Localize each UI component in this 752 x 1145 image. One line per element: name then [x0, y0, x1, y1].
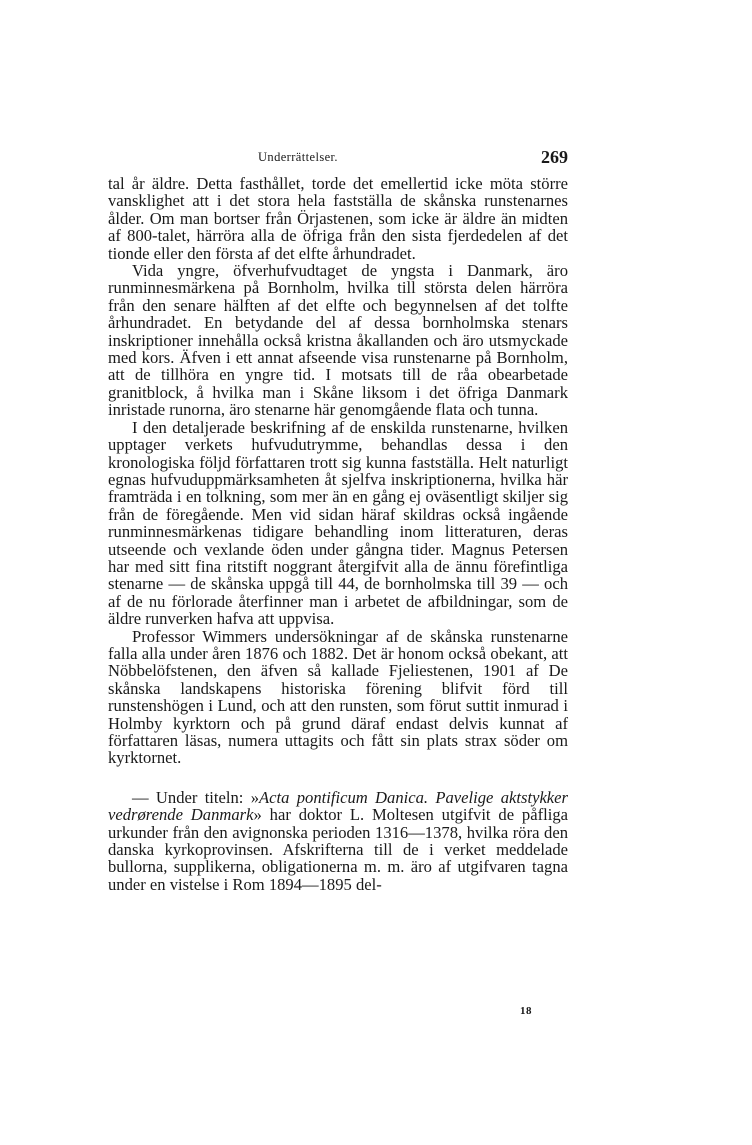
- paragraph-2: Vida yngre, öfverhufvudtaget de yngsta i Danmark, äro runminnesmärkena på Bornholm, hvilka till största delen härröra från den senare hälften af det elfte och begynnelsen af det tolfte århundradet. En betydande del af dessa bornholmska stenars inskriptioner innehålla också kristna åkallanden och äro utsmyckade med kors. Äfven i ett annat afseende visa runstenarne på Bornholm, att de tillhöra en yngre tid. I motsats till de råa obearbetade granitblock, å hvilka man i Skåne liksom i det öfriga Danmark inristade runorna, äro stenarne här genomgående flata och tunna.: [108, 261, 568, 420]
- notice-title: Acta pontificum Danica. Pavelige aktstykker vedrørende Danmark: [108, 787, 568, 825]
- body-text: [108, 175, 568, 893]
- paragraph-1: tal år äldre. Detta fasthållet, torde det emellertid icke möta större vansklighet att i det stora hela fastställa de skånska runstenarnes ålder. Om man bortser från Örjastenen, som icke är äldre än midten af 800-talet, härröra alla de öfriga från den sista fjerdedelen af det tionde eller den första af det elfte århundradet.: [108, 174, 568, 263]
- notice-paragraph: [108, 789, 568, 893]
- paragraph-4: Professor Wimmers undersökningar af de skånska runstenarne falla alla under åren 1876 och 1882. Det är honom också obekant, att Nöbbelöfstenen, den äfven så kallade Fjeliestenen, 1901 af De skånska landskapens historiska förening blifvit förd till runstenshögen i Lund, och att den runsten, som förut suttit inmurad i Holmby kyrktorn och på grund däraf endast delvis kunnat af författaren läsas, numera uttagits och fått sin plats strax söder om kyrktornet.: [108, 626, 568, 768]
- page-number: 269: [541, 147, 568, 167]
- running-head-title: Underrättelser.: [258, 150, 338, 164]
- running-head: [108, 147, 568, 167]
- signature-mark: 18: [520, 1005, 532, 1017]
- notice-lead: — Under titeln: »: [132, 787, 260, 807]
- paragraph-3: I den detaljerade beskrifning af de enskilda runstenarne, hvilken upptager verkets hufvudutrymme, behandlas dessa i den kronologiska följd författaren trott sig kunna fastställa. Helt naturligt egnas hufvuduppmärksamheten åt sjelfva inskriptionerna, hvilka här framträda i en tolkning, som mer än en gång ej oväsentligt skiljer sig från de föregående. Men vid sidan häraf skildras också ingående runminnesmärkenas tidigare behandling inom litteraturen, deras utseende och vexlande öden under gångna tider. Magnus Petersen har med sitt fina ritstift noggrant återgifvit alla de ännu förefintliga stenarne — de skånska uppgå till 44, de bornholmska till 39 — och af de nu förlorade återfinner man i arbetet de afbildningar, som de äldre runverken hafva att uppvisa.: [108, 417, 568, 629]
- notice-rest: » har doktor L. Moltesen utgifvit de påfliga urkunder från den avignonska perioden 1316—1378, hvilka röra den danska kyrkoprovinsen. Afskrifterna till de i verket meddelade bullorna, supplikerna, obligationerna m. m. äro af utgifvaren tagna under en vistelse i Rom 1894—1895 del-: [108, 805, 568, 894]
